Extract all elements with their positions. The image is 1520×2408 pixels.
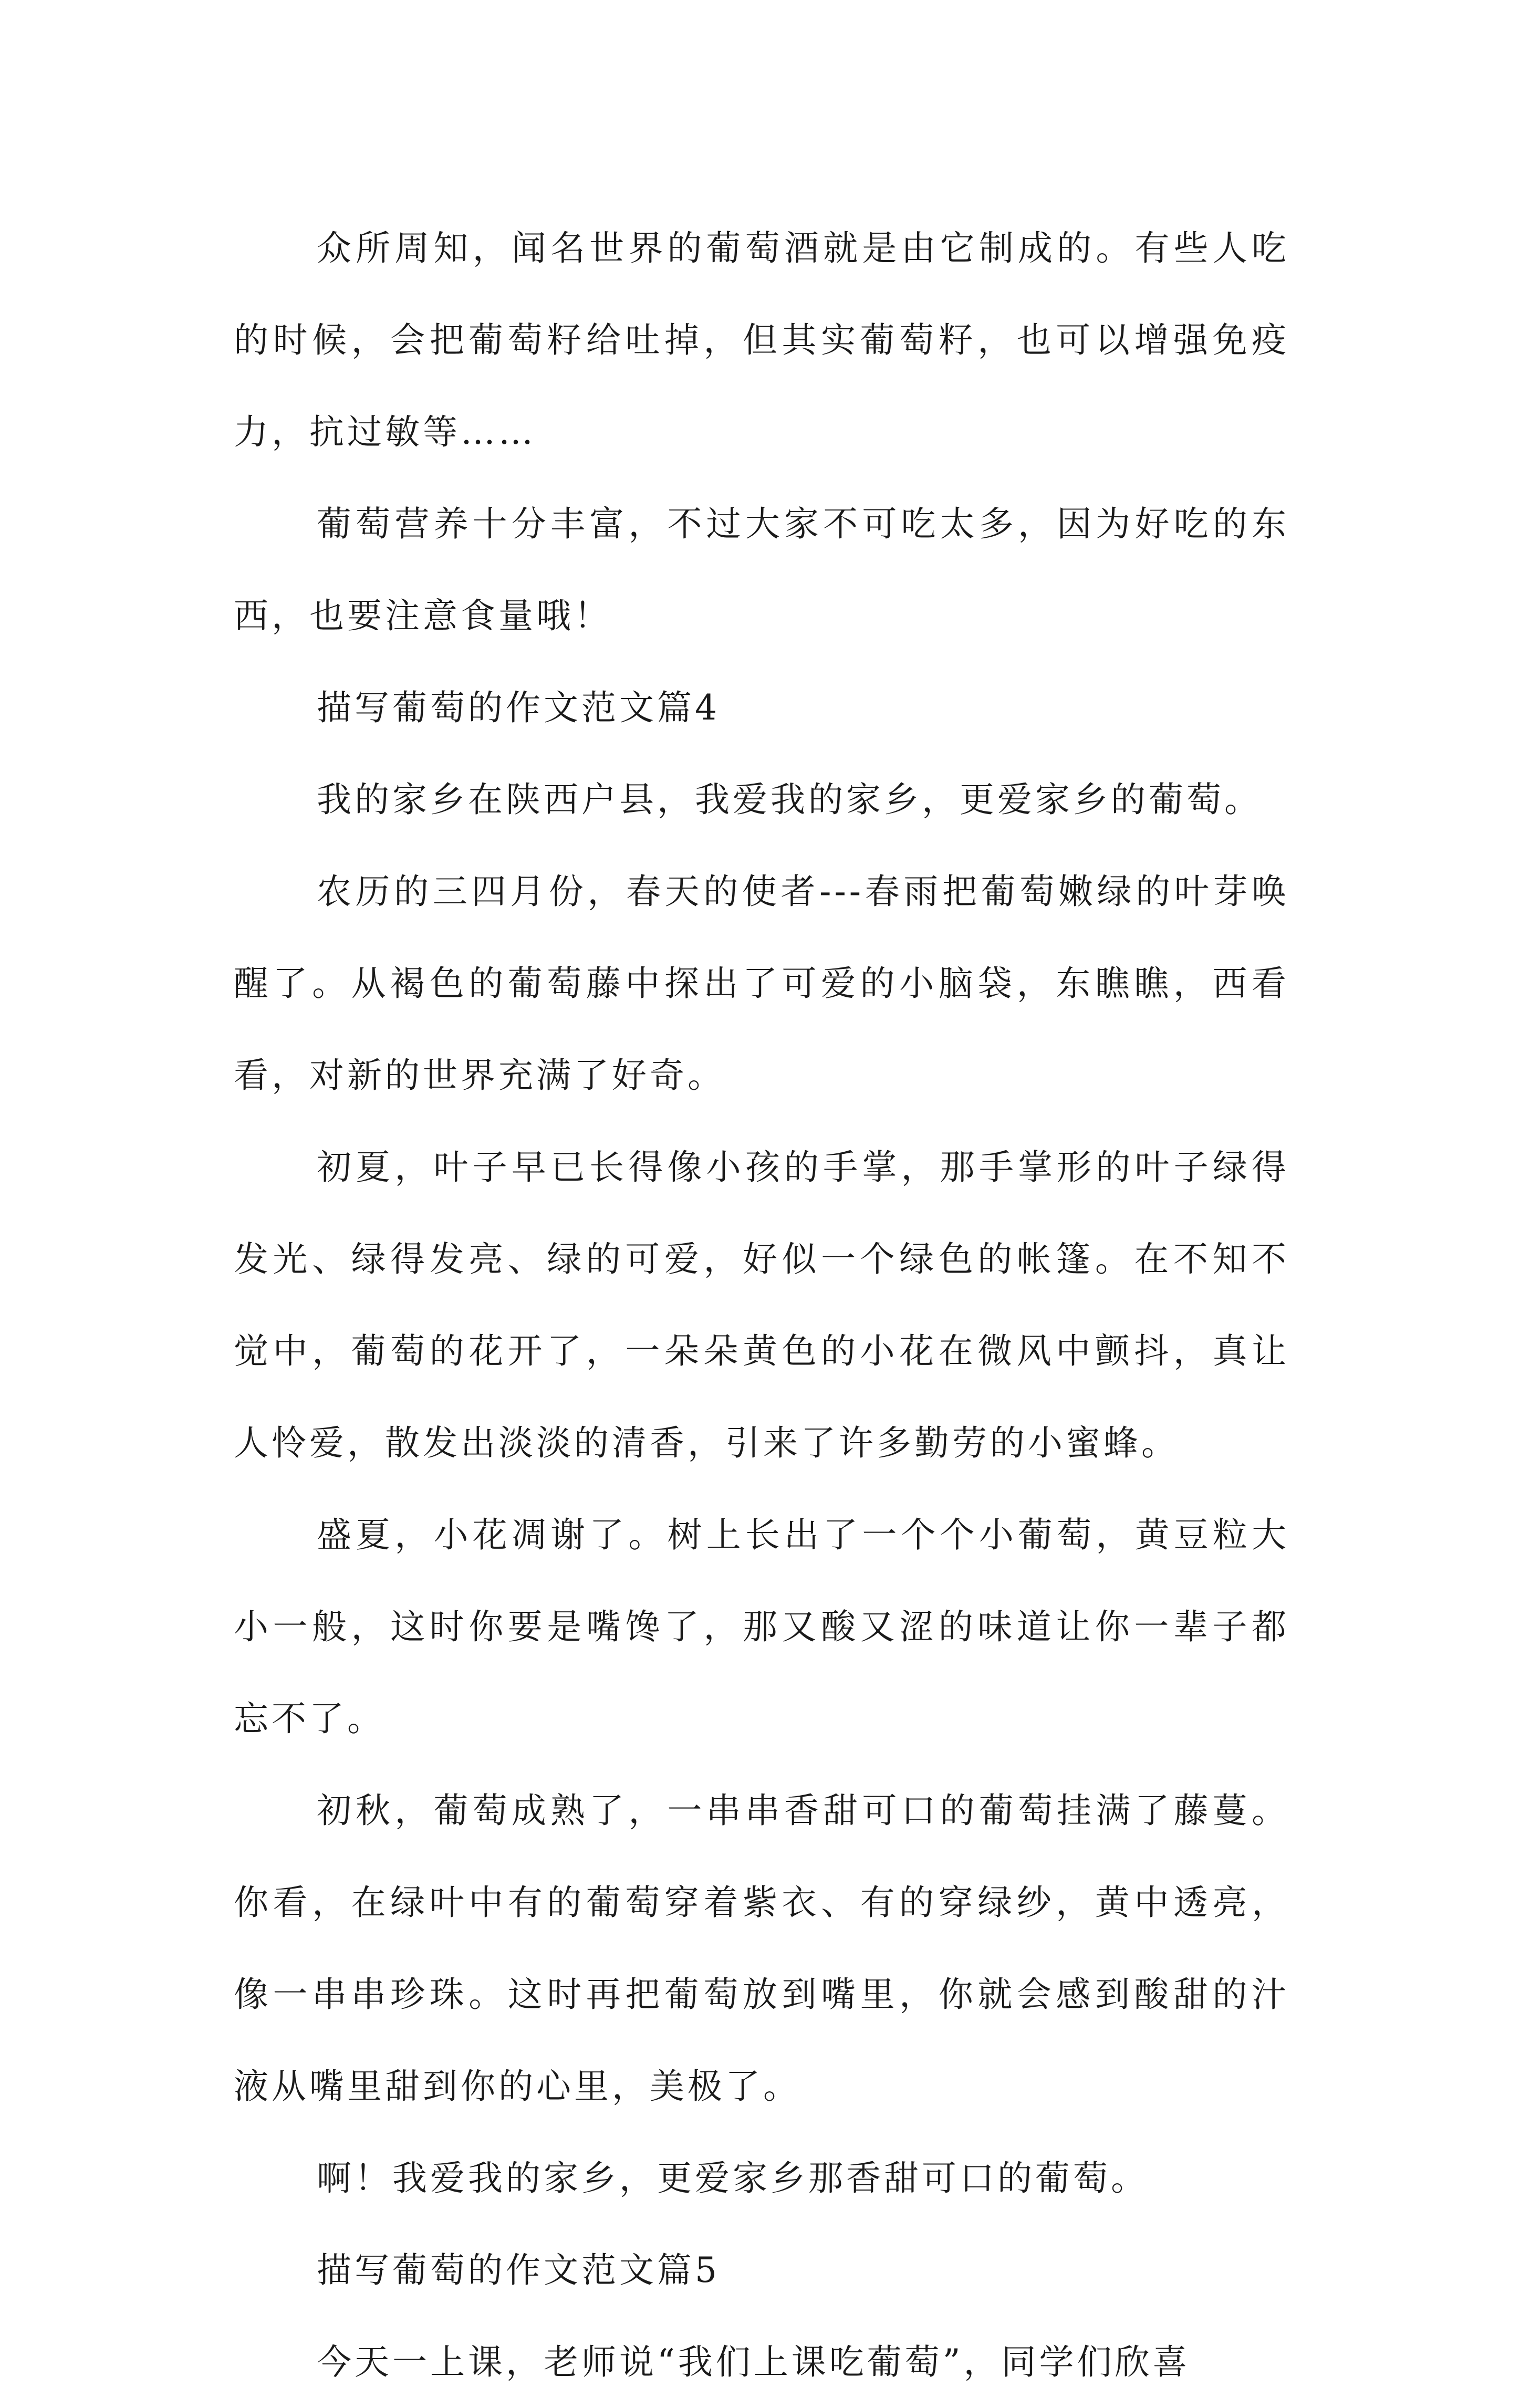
paragraph-hometown: 我的家乡在陕西户县，我爱我的家乡，更爱家乡的葡萄。 [317,779,1262,820]
paragraph-grape-seed: 众所周知，闻名世界的葡萄酒就是由它制成的。有些人吃的时候，会把葡萄籽给吐掉，但其实葡萄籽，也可以增强免疫力，抗过敏等…… [234,228,1289,452]
paragraph-early-autumn: 初秋，葡萄成熟了，一串串香甜可口的葡萄挂满了藤蔓。你看，在绿叶中有的葡萄穿着紫衣、有的穿绿纱，黄中透亮，像一串串珍珠。这时再把葡萄放到嘴里，你就会感到酸甜的汁液从嘴里甜到你的心里，美极了。 [234,1790,1289,2107]
paragraph-class-grapes: 今天一上课，老师说“我们上课吃葡萄”，同学们欣喜 [317,2342,1191,2382]
paragraph-midsummer: 盛夏，小花凋谢了。树上长出了一个个小葡萄，黄豆粒大小一般，这时你要是嘴馋了，那又酸又涩的味道让你一辈子都忘不了。 [234,1515,1289,1739]
document-body [234,202,1289,2408]
section-heading-5: 描写葡萄的作文范文篇5 [317,2250,720,2290]
paragraph-spring: 农历的三四月份，春天的使者---春雨把葡萄嫩绿的叶芽唤醒了。从褐色的葡萄藤中探出了可爱的小脑袋，东瞧瞧，西看看，对新的世界充满了好奇。 [234,871,1289,1096]
section-heading-4: 描写葡萄的作文范文篇4 [317,687,720,728]
paragraph-nutrition: 葡萄营养十分丰富，不过大家不可吃太多，因为好吃的东西，也要注意食量哦！ [234,504,1289,636]
paragraph-early-summer: 初夏，叶子早已长得像小孩的手掌，那手掌形的叶子绿得发光、绿得发亮、绿的可爱，好似一个绿色的帐篷。在不知不觉中，葡萄的花开了，一朵朵黄色的小花在微风中颤抖，真让人怜爱，散发出淡淡的清香，引来了许多勤劳的小蜜蜂。 [234,1147,1289,1463]
paragraph-conclusion: 啊！我爱我的家乡，更爱家乡那香甜可口的葡萄。 [317,2158,1149,2198]
